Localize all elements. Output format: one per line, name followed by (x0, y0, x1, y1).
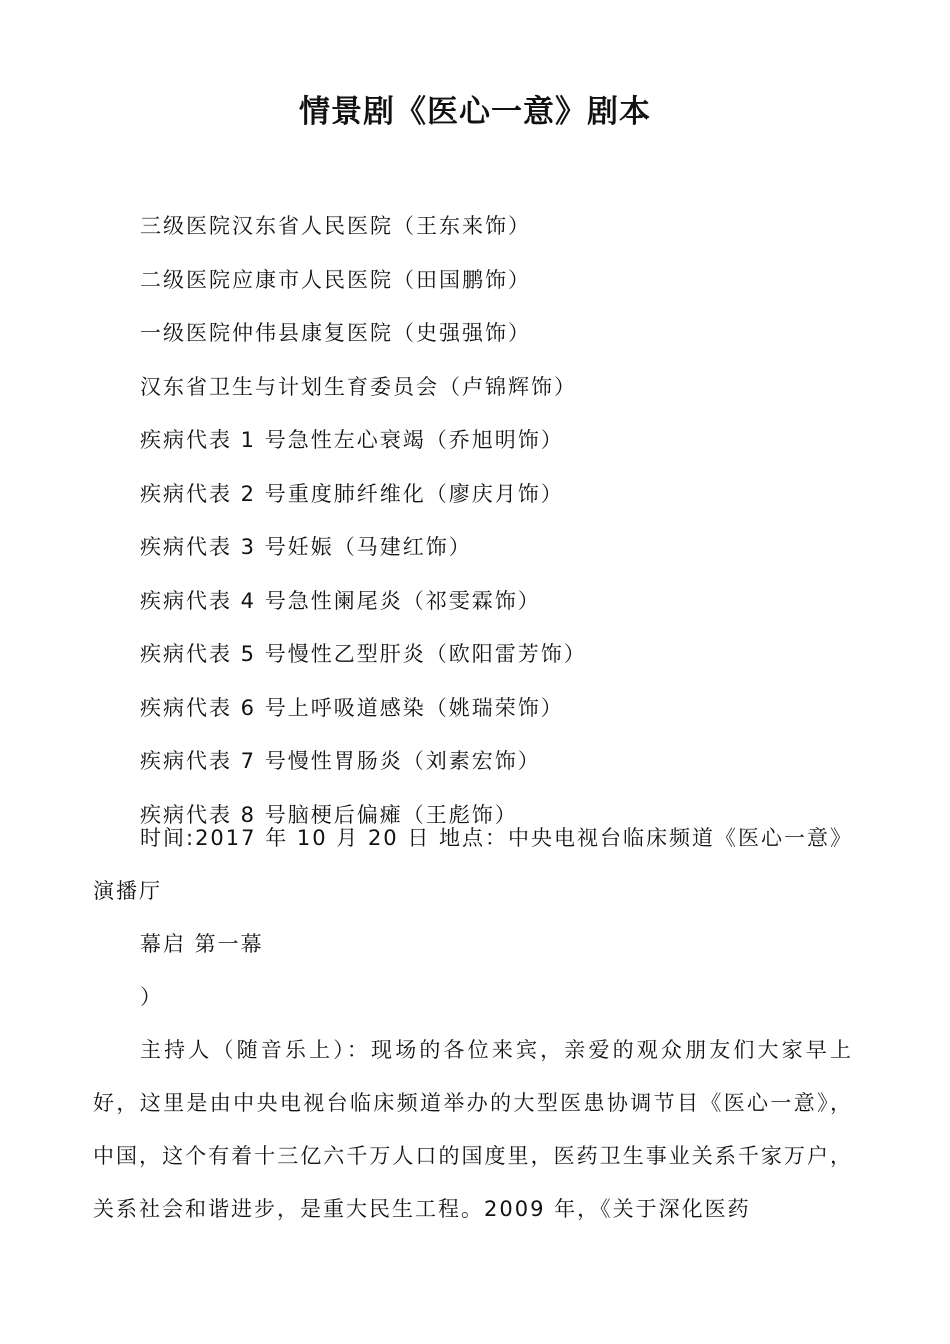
cast-item: 三级医院汉东省人民医院（王东来饰） (140, 214, 531, 238)
cast-item: 疾病代表 1 号急性左心衰竭（乔旭明饰） (140, 428, 564, 452)
cast-item: 汉东省卫生与计划生育委员会（卢锦辉饰） (140, 374, 577, 399)
cast-item: 二级医院应康市人民医院（田国鹏饰） (140, 267, 531, 292)
cast-item: 疾病代表 2 号重度肺纤维化（廖庆月饰） (140, 481, 564, 506)
stage-note: ） (140, 985, 163, 1009)
cast-item: 疾病代表 7 号慢性胃肠炎（刘素宏饰） (140, 749, 541, 773)
time-place-paragraph: 时间:2017 年 10 月 20 日 地点：中央电视台临床频道《医心一意》演播厅 (93, 826, 854, 903)
document-title: 情景剧《医心一意》剧本 (299, 94, 651, 130)
cast-item: 疾病代表 5 号慢性乙型肝炎（欧阳雷芳饰） (140, 642, 587, 666)
cast-item: 一级医院仲伟县康复医院（史强强饰） (140, 321, 531, 345)
act-heading: 幕启 第一幕 (140, 932, 264, 956)
host-speech-paragraph: 主持人（随音乐上）：现场的各位来宾，亲爱的观众朋友们大家早上好，这里是由中央电视台临床频道举办的大型医患协调节目《医心一意》，中国，这个有着十三亿六千万人口的国度里，医药卫生事业关系千家万户，关系社会和谐进步，是重大民生工程。2009 年，《关于深化医药 (93, 1038, 853, 1221)
cast-item: 疾病代表 4 号急性阑尾炎（祁雯霖饰） (140, 588, 541, 613)
cast-item: 疾病代表 3 号妊娠（马建红饰） (140, 535, 472, 559)
cast-list (140, 200, 900, 842)
script-body (93, 812, 853, 1236)
cast-item: 疾病代表 6 号上呼吸道感染（姚瑞荣饰） (140, 695, 564, 720)
cast-item: 疾病代表 8 号脑梗后偏瘫（王彪饰） (140, 802, 518, 827)
